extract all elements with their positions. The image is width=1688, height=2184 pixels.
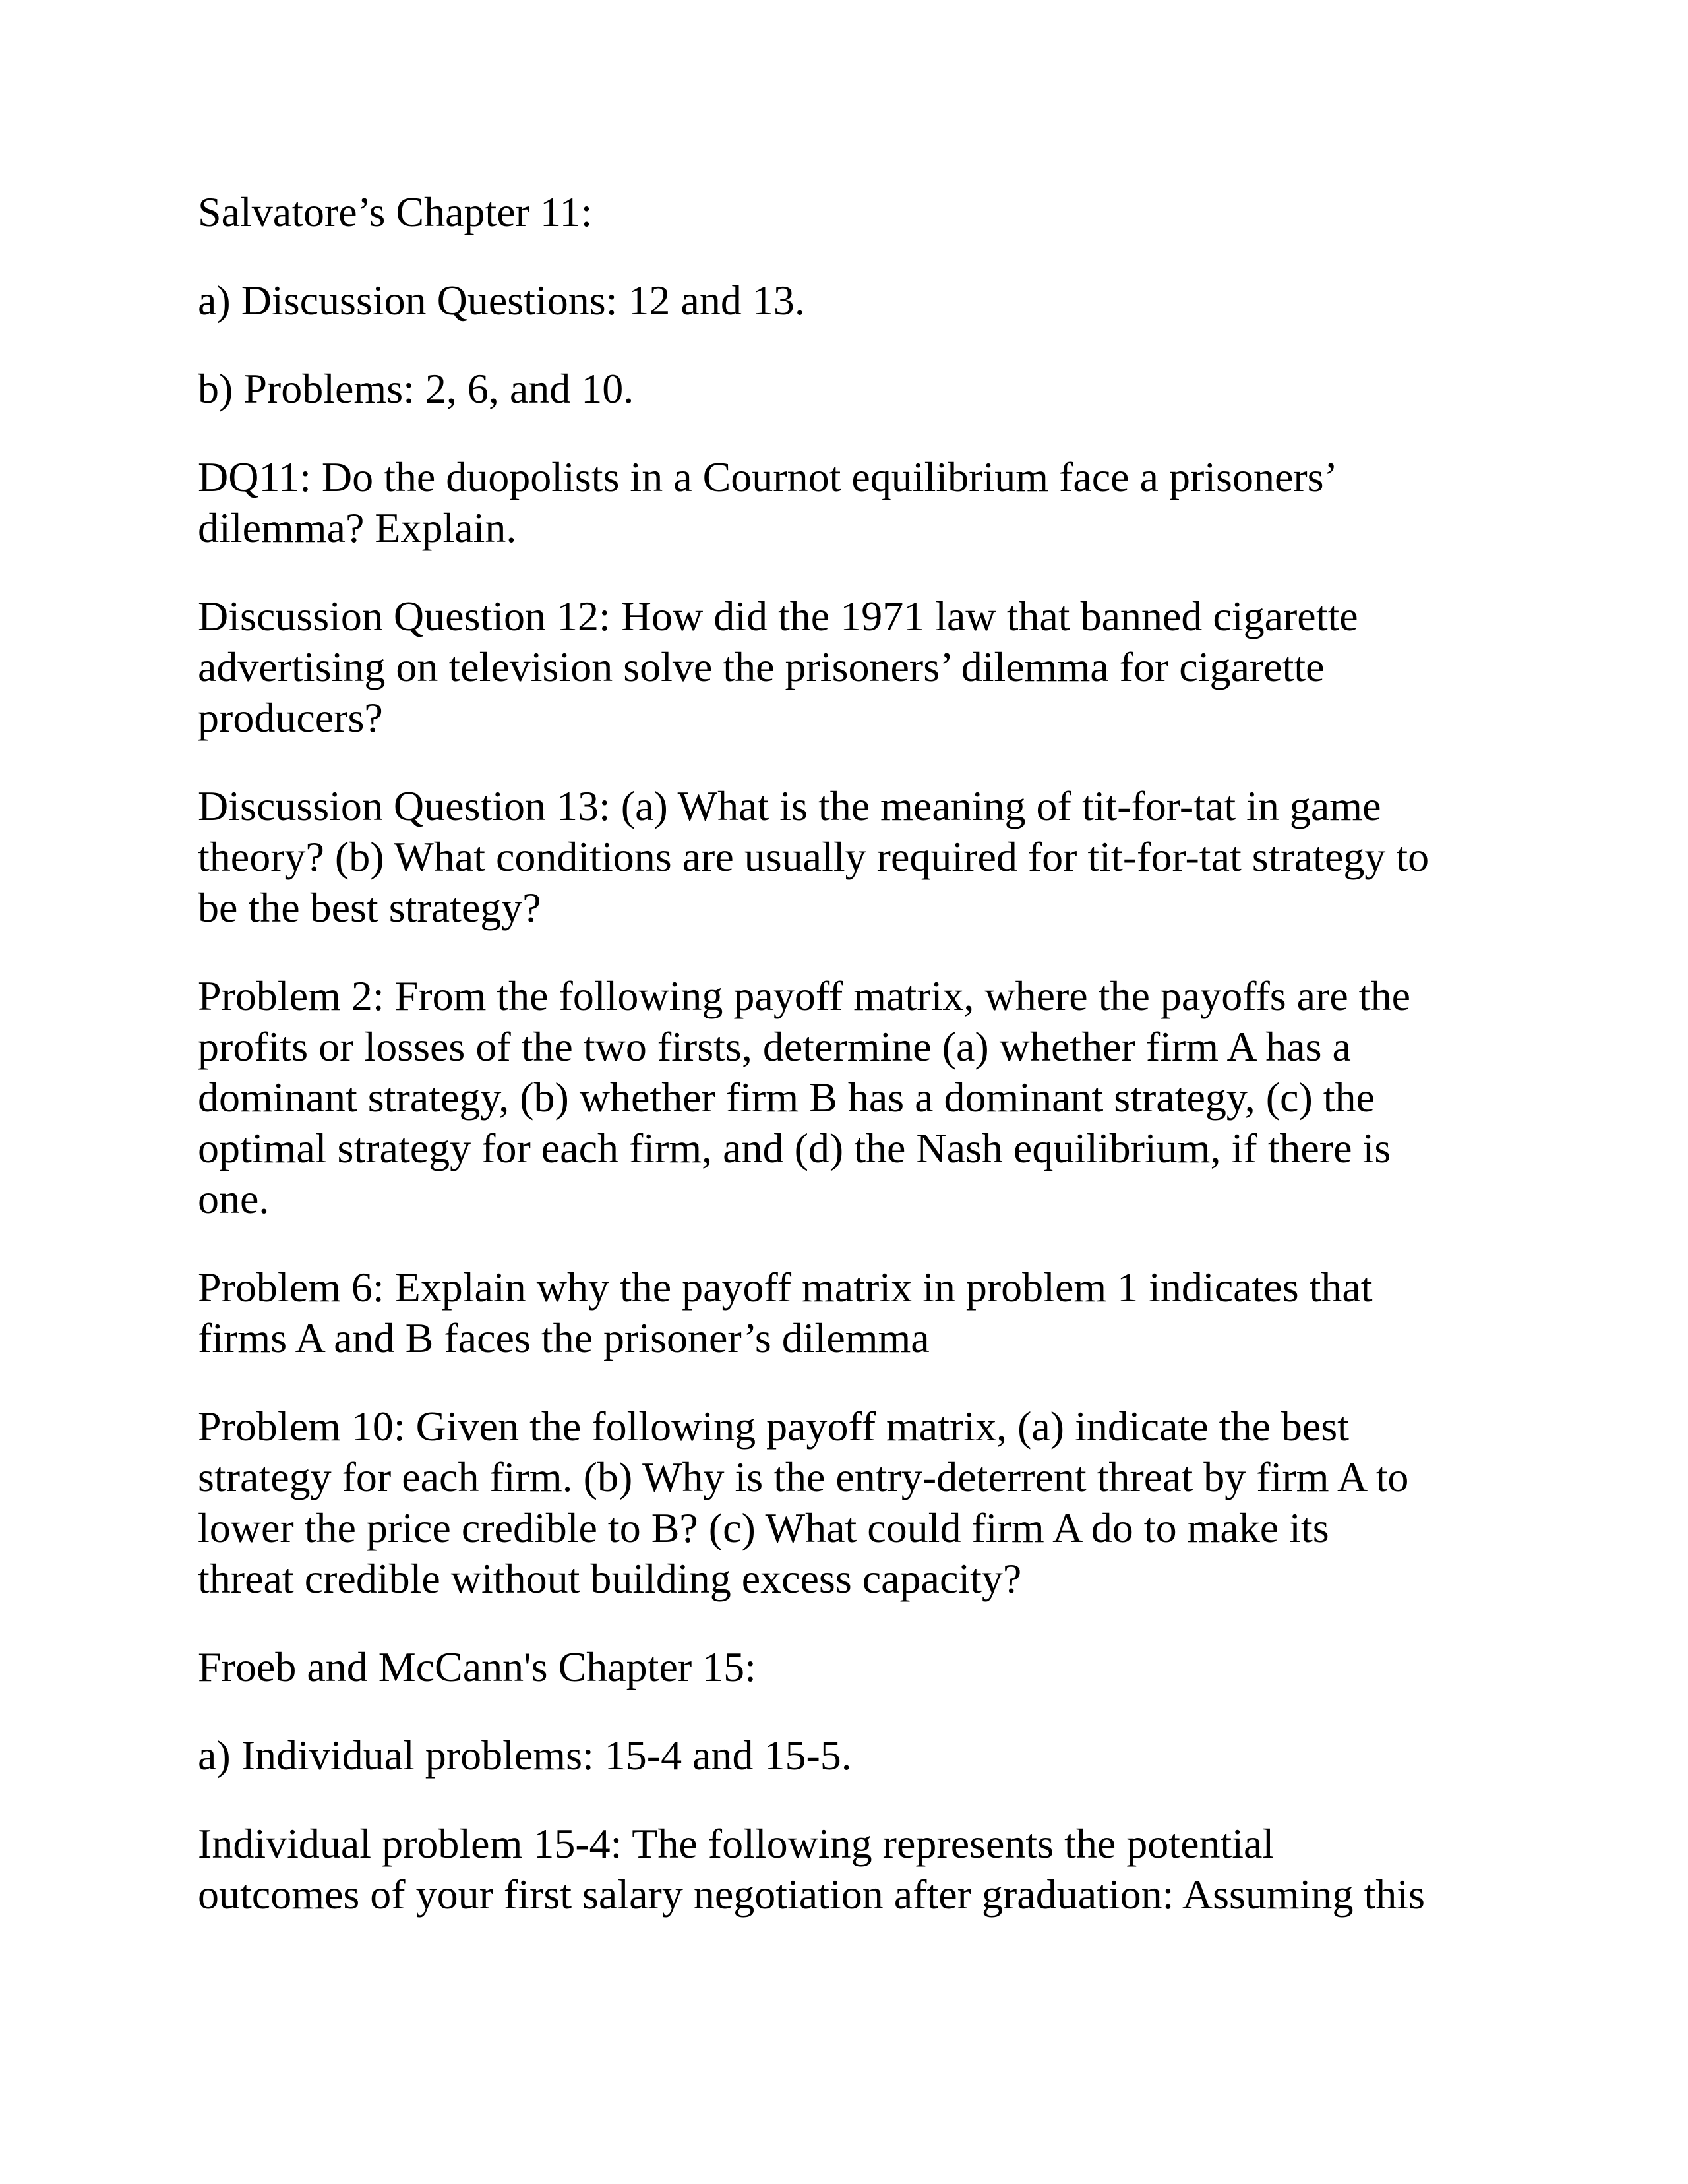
individual-problem-15-4: Individual problem 15-4: The following represents the potential outcomes of your first salary negotiation after graduation: Assuming this (198, 1820, 1425, 1918)
question-dq11: DQ11: Do the duopolists in a Cournot equilibrium face a prisoners’ dilemma? Explain. (198, 454, 1338, 551)
document-body (198, 187, 1503, 1957)
problem-2: Problem 2: From the following payoff matrix, where the payoffs are the profits or losses of the two firsts, determine (a) whether firm A has a dominant strategy, (b) whether firm B has a dominant strategy, (c) the optimal strategy for each firm, and (d) the Nash equilibrium, if there is one. (198, 972, 1410, 1222)
question-dq13: Discussion Question 13: (a) What is the meaning of tit-for-tat in game theory? (b) What conditions are usually required for tit-for-tat strategy to be the best strategy? (198, 782, 1430, 931)
heading-froeb-mccann-chapter: Froeb and McCann's Chapter 15: (198, 1643, 756, 1690)
problem-10: Problem 10: Given the following payoff matrix, (a) indicate the best strategy for each firm. (b) Why is the entry-deterrent threat by firm A to lower the price credible to B? (c) What could firm A do to make its threat credible without building excess capacity? (198, 1403, 1409, 1602)
list-item-discussion-questions: a) Discussion Questions: 12 and 13. (198, 277, 805, 324)
problem-6: Problem 6: Explain why the payoff matrix in problem 1 indicates that firms A and B faces the prisoner’s dilemma (198, 1264, 1373, 1361)
list-item-individual-problems: a) Individual problems: 15-4 and 15-5. (198, 1732, 852, 1779)
question-dq12: Discussion Question 12: How did the 1971 law that banned cigarette advertising on television solve the prisoners’ dilemma for cigarette producers? (198, 593, 1358, 741)
list-item-problems: b) Problems: 2, 6, and 10. (198, 365, 634, 412)
heading-salvatore-chapter: Salvatore’s Chapter 11: (198, 189, 593, 235)
